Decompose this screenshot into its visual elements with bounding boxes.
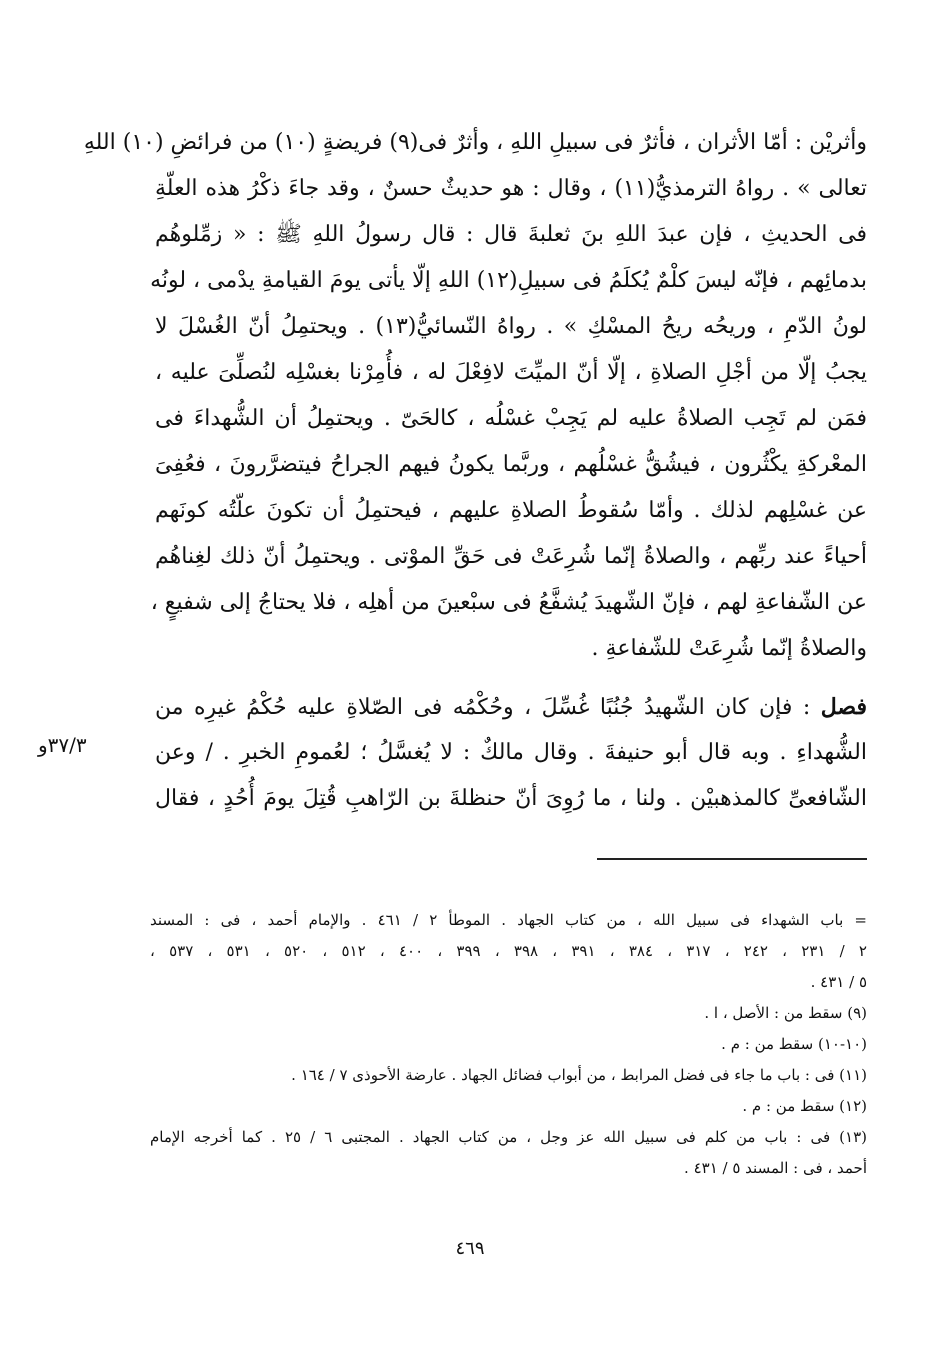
- footnote-13-continued: أحمد ، فى : المسند ٥ / ٤٣١ .: [684, 1159, 867, 1177]
- paragraph-gap: [155, 672, 867, 684]
- text-line-4: بدمائِهم ، فإنّه ليسَ كلْمٌ يُكلَمُ فى سبيلِ(١٢) اللهِ إلّا يأتى يومَ القيامةِ يدْمى ، لونُه: [150, 268, 867, 293]
- text-line-6: يجبُ إلّا من أجْلِ الصلاةِ ، إلّا أنّ الميِّتَ لافِعْلَ له ، فأُمِرْنا بغسْلِه لنُصلِّىَ عليه ،: [155, 360, 867, 385]
- text-line-1: وأثريْن : أمّا الأثران ، فأثرٌ فى سبيلِ اللهِ ، وأثرٌ فى(٩) فريضةٍ (١٠) من فرائضِ (١٠) اللهِ: [83, 130, 867, 155]
- footnote-9: (٩) سقط من : الأصل ، ا .: [704, 1004, 867, 1022]
- footnote-line-3: ٥ / ٤٣١ .: [810, 973, 867, 991]
- text-line-9: عن غسْلِهم لذلك . وأمّا سُقوطُ الصلاةِ عليهم ، فيحتمِلُ أن تكونَ علّتُه كونَهم: [155, 498, 867, 523]
- footnote-10: (١٠-١٠) سقط من : م .: [721, 1035, 867, 1053]
- manuscript-margin-reference: ٣٧/٣و: [38, 733, 87, 757]
- text-line-8: المعْركةِ يكْثُرون ، فيشُقُّ غسْلُهم ، وربَّما يكونُ فيهم الجراحُ فيتضرَّرونَ ، فعُفِىَ: [155, 452, 867, 477]
- main-text: [83, 120, 867, 822]
- footnote-divider: [597, 858, 867, 860]
- footnote-line-2: ٢ / ٢٣١ ، ٢٤٢ ، ٣١٧ ، ٣٨٤ ، ٣٩١ ، ٣٩٨ ، ٣٩٩ ، ٤٠٠ ، ٥١٢ ، ٥٢٠ ، ٥٣١ ، ٥٣٧ ،: [150, 942, 867, 960]
- fasl-line-1: [155, 684, 867, 730]
- page-number: ٤٦٩: [455, 1238, 485, 1259]
- fasl-line-2: الشُّهداءِ . وبه قال أبو حنيفةَ . وقال مالكٌ : لا يُغسَّلُ ؛ لعُمومِ الخبرِ . / وعن: [155, 740, 867, 765]
- text-line-10: أحياءً عند ربِّهم ، والصلاةُ إنّما شُرِعَتْ فى حَقِّ الموْتى . ويحتمِلُ أنّ ذلك لغِناهُم: [155, 544, 867, 569]
- text-line-7: فمَن لم تَجِب الصلاةُ عليه لم يَجِبْ غسْلُه ، كالحَىّ . ويحتمِلُ أن الشُّهداءَ فى: [155, 406, 867, 431]
- text-line-2: تعالى » . رواهُ الترمذيُّ(١١) ، وقال : هو حديثٌ حسنٌ ، وقد جاءَ ذكْرُ هذه العلّةِ: [155, 176, 867, 201]
- text-line-12: والصلاةُ إنّما شُرِعَتْ للشّفاعةِ .: [591, 636, 867, 661]
- footnote-12: (١٢) سقط من : م .: [742, 1097, 867, 1115]
- footnote-11: (١١) فى : باب ما جاء فى فضل المرابط ، من أبواب فضائل الجهاد . عارضة الأحوذى ٧ / ١٦٤ .: [291, 1066, 867, 1084]
- fasl-line-3: الشّافعىِّ كالمذهبيْن . ولنا ، ما رُوِىَ أنّ حنظلةَ بن الرّاهبِ قُتِلَ يومَ أُحُدٍ ، فقال: [155, 786, 867, 811]
- fasl-first-text: : فإن كان الشّهيدُ جُنُبًا غُسِّلَ ، وحُكْمُه فى الصّلاةِ عليه حُكْمُ غيرِه من: [155, 695, 811, 720]
- footnote-13: (١٣) فى : باب من كلم فى سبيل الله عز وجل ، من كتاب الجهاد . المجتبى ٦ / ٢٥ . كما أخرجه الإمام: [150, 1128, 868, 1146]
- text-line-5: لونُ الدّمِ ، وريحُه ريحُ المسْكِ » . رواهُ النّسائيُّ(١٣) . ويحتمِلُ أنّ الغُسْلَ لا: [155, 314, 867, 339]
- text-line-3: فى الحديثِ ، فإن عبدَ اللهِ بنَ ثعلبةَ قال : قال رسولُ اللهِ ﷺ : « زمِّلوهُم: [155, 222, 867, 247]
- fasl-title: فصل: [820, 694, 867, 720]
- text-line-11: عن الشّفاعةِ لهم ، فإنّ الشّهيدَ يُشفَّعُ فى سبْعينَ من أهلِه ، فلا يحتاجُ إلى شفيعٍ ،: [150, 590, 867, 615]
- footnotes: [150, 905, 867, 1184]
- footnote-line-1: = باب الشهداء فى سبيل الله ، من كتاب الجهاد . الموطأ ٢ / ٤٦١ . والإمام أحمد ، فى : المسند: [150, 911, 867, 929]
